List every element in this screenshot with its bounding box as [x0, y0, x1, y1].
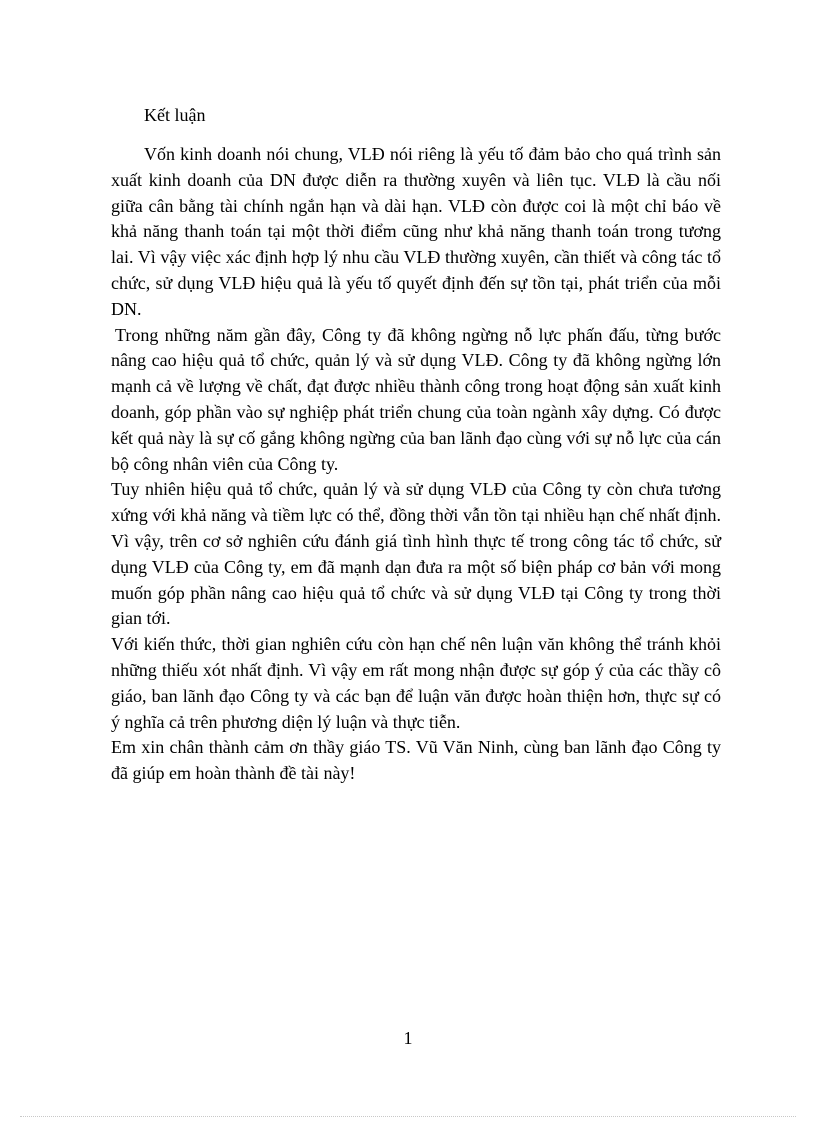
section-heading: Kết luận: [144, 105, 206, 125]
page-bottom-divider: [20, 1116, 796, 1117]
paragraph-request-feedback: Với kiến thức, thời gian nghiên cứu còn hạn chế nên luận văn không thể tránh khỏi những thiếu xót nhất định. Vì vậy em rất mong nhận được sự góp ý của các thầy cô giáo, ban lãnh đạo Công ty và các bạn để luận văn được hoàn thiện hơn, thực sự có ý nghĩa cả trên phương diện lý luận và thực tiễn.: [111, 634, 721, 732]
paragraph-company-progress: Trong những năm gần đây, Công ty đã không ngừng nỗ lực phấn đấu, từng bước nâng cao hiệu quả tổ chức, quản lý và sử dụng VLĐ. Công ty đã không ngừng lớn mạnh cả về lượng về chất, đạt được nhiều thành công trong hoạt động sản xuất kinh doanh, góp phần vào sự nghiệp phát triển chung của toàn ngành xây dựng. Có được kết quả này là sự cố gắng không ngừng của ban lãnh đạo cùng với sự nỗ lực của cán bộ công nhân viên của Công ty.: [111, 324, 721, 474]
paragraph-working-capital: Vốn kinh doanh nói chung, VLĐ nói riêng là yếu tố đảm bảo cho quá trình sản xuất kinh doanh của DN được diễn ra thường xuyên và liên tục. VLĐ là cầu nối giữa cân bằng tài chính ngắn hạn và dài hạn. VLĐ còn được coi là một chỉ báo về khả năng thanh toán tại một thời điểm cũng như khả năng thanh toán trong tương lai. Vì vậy việc xác định hợp lý nhu cầu VLĐ thường xuyên, cần thiết và công tác tổ chức, sử dụng VLĐ hiệu quả là yếu tố quyết định đến sự tồn tại, phát triển của mỗi DN.: [111, 144, 721, 319]
paragraph-limitations: Tuy nhiên hiệu quả tổ chức, quản lý và sử dụng VLĐ của Công ty còn chưa tương xứng với khả năng và tiềm lực có thể, đồng thời vẫn tồn tại nhiều hạn chế nhất định. Vì vậy, trên cơ sở nghiên cứu đánh giá tình hình thực tế trong công tác tổ chức, sử dụng VLĐ của Công ty, em đã mạnh dạn đưa ra một số biện pháp cơ bản với mong muốn góp phần nâng cao hiệu quả tổ chức và sử dụng VLĐ tại Công ty trong thời gian tới.: [111, 479, 721, 629]
page-number: 1: [403, 1028, 413, 1048]
paragraph-acknowledgement: Em xin chân thành cảm ơn thầy giáo TS. Vũ Văn Ninh, cùng ban lãnh đạo Công ty đã giúp em hoàn thành đề tài này!: [111, 737, 721, 784]
body-text: [111, 142, 721, 787]
